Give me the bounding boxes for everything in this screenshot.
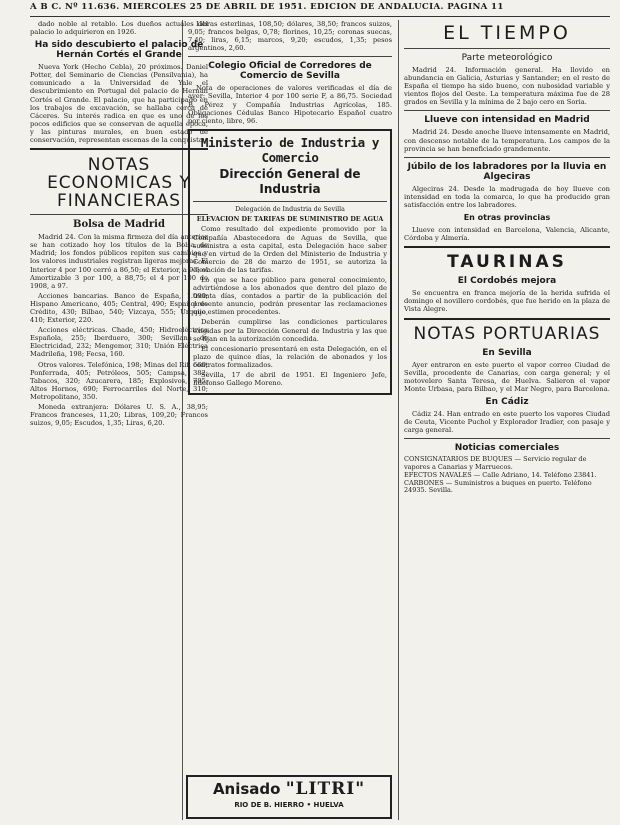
litri-ad-word: Anisado <box>212 780 281 798</box>
noticias-comerciales-headline: Noticias comerciales <box>454 443 560 454</box>
provincias-article: Llueve con intensidad en Barcelona, Valencia, Alicante, Córdoba y Almería. <box>404 226 610 243</box>
bolsa-paragraph: Otros valores. Telefónica, 198; Minas del Rif, 660; Ponferrada, 405; Petróleos, 505; Campsa, 382; Tabacos, 320; Azucarera, 185; Explosivos, 785; Altos Hornos, 690; Ferrocarriles del Norte, 310; Metropolitano, 350. <box>30 360 208 401</box>
noticias-item: CARBONES — Suministros a buques en puerto. Teléfono 24935. Sevilla. <box>404 478 592 495</box>
column-left <box>30 20 208 820</box>
litri-ad-brand: "LITRI" <box>285 779 366 799</box>
parte-article: Madrid 24. Información general. Ha llovido en abundancia en Galicia, Asturias y Santander; en el resto de España el tiempo ha sido bueno, con nubosidad variable y vientos flojos del Oeste. La temperatura máxima fue de 28 grados en Sevilla y la mínima de 2 bajo cero en Soria. <box>404 66 610 107</box>
litri-ad-maker: RIO DE B. HIERRO • HUELVA <box>234 801 344 809</box>
section-divider <box>404 318 610 320</box>
litri-ad-headline <box>188 780 390 798</box>
bolsa-paragraph: Madrid 24. Con la misma firmeza del día anterior se han cotizado hoy los títulos de la Bolsa de Madrid; los fondos públicos repiten sus cambios y los valores industriales registran ligeras mejoras. El Interior 4 por 100 cerró a 86,50; el Exterior, a 93; el Amortizable 3 por 100, a 88,75; el 4 por 100 de 1908, a 97. <box>30 233 208 290</box>
delegacion-line: Delegación de Industria de Sevilla <box>235 205 345 213</box>
notice-divider <box>193 201 387 202</box>
direccion-general-title: Dirección General de Industria <box>219 166 361 196</box>
section-divider <box>404 246 610 248</box>
section-divider <box>30 148 208 150</box>
cadiz-article: Cádiz 24. Han entrado en este puerto los vapores Ciudad de Ceuta, Vicente Puchol y Explorador Iradier, con pasaje y carga general. <box>404 409 610 435</box>
noticias-item: EFECTOS NAVALES — Calle Adriano, 14. Teléfono 23841. <box>404 470 597 479</box>
column-right <box>404 20 610 820</box>
section-divider <box>188 56 392 57</box>
bolsa-paragraph: Acciones bancarias. Banco de España, 1.000; Hispano Americano, 405; Central, 490; Español de Crédito, 430; Bilbao, 540; Vizcaya, 555; Urquijo, 410; Exterior, 220. <box>30 291 208 325</box>
bolsa-madrid-headline: Bolsa de Madrid <box>73 219 165 231</box>
notas-economicas-headline: NOTAS ECONOMICAS Y FINANCIERAS <box>47 155 191 212</box>
bolsa-paragraph: Acciones eléctricas. Chade, 450; Hidroeléctrica Española, 255; Iberduero, 300; Sevillana de Electricidad, 232; Mengemor, 310; Unión Eléctrica Madrileña, 198; Fecsa, 160. <box>30 326 208 359</box>
section-divider <box>404 48 610 49</box>
palace-headline: Ha sido descubierto el palacio de Hernán Cortés el Grande <box>34 40 204 61</box>
notice-signature: Sevilla, 17 de abril de 1951. El Ingeniero Jefe, Ildefonso Gallego Moreno. <box>193 371 387 388</box>
el-tiempo-headline: EL TIEMPO <box>443 22 571 44</box>
noticias-item: CONSIGNATARIOS DE BUQUES — Servicio regular de vapores a Canarias y Marruecos. <box>404 455 587 471</box>
notice-paragraph: Como resultado del expediente promovido por la Compañía Abastecedora de Aguas de Sevilla, que suministra a esta capital, esta Delegación hace saber que en virtud de la Orden del Ministerio de Industria y Comercio de 28 de marzo de 1951, se autoriza la elevación de las tarifas. <box>193 225 387 274</box>
ministerio-title: Ministerio de Industria y Comercio <box>200 134 380 165</box>
section-divider <box>404 157 610 158</box>
section-divider <box>30 214 208 215</box>
parte-meteorologico-headline: Parte meteorológico <box>461 53 553 63</box>
elevacion-tarifas-title: ELEVACION DE TARIFAS DE SUMINISTRO DE AGUA <box>196 215 384 223</box>
notice-paragraph: Lo que se hace público para general conocimiento, advirtiéndose a los abonados que dentro del plazo de treinta días, contados a partir de la publicación del presente anuncio, podrán presentar las reclamaciones que estimen procedentes. <box>193 276 387 317</box>
colegio-article: Nota de operaciones de valores verificadas el día de ayer: Sevilla, Interior 4 por 100 serie F, a 86,75. Sociedad B. Pérez y Compañía Industrias Agrícolas, 185. Obligaciones Cédulas Banco Hipotecario Español cuatro por ciento, libre, 96. <box>188 84 392 125</box>
taurinas-headline: TAURINAS <box>447 252 567 273</box>
column-middle <box>188 20 392 820</box>
otras-provincias-headline: En otras provincias <box>463 213 551 223</box>
notice-paragraph: Deberán cumplirse las condiciones particulares exigidas por la Dirección General de Industria y las que se fijan en la autorización concedida. <box>193 318 387 343</box>
notas-portuarias-headline: NOTAS PORTUARIAS <box>413 323 601 344</box>
cordobes-article: Se encuentra en franca mejoría de la herida sufrida el domingo el novillero cordobés, que fue herido en la plaza de Vista Alegre. <box>404 289 610 314</box>
sevilla-article: Ayer entraron en este puerto el vapor correo Ciudad de Sevilla, procedente de Canarias, con carga general; y el motovelero Santa Teresa, de Huelva. Salieron el vapor Monte Urbasa, para Bilbao, y el Mar Negro, para Barcelona. <box>404 360 610 393</box>
en-sevilla-headline: En Sevilla <box>482 347 532 358</box>
page-header: A B C. Nº 11.636. MIÉRCOLES 25 DE ABRIL DE 1951. EDICIÓN DE ANDALUCÍA. PÁGINA 11 <box>30 2 610 17</box>
en-cadiz-headline: En Cádiz <box>485 396 529 407</box>
lluvia-article: Madrid 24. Desde anoche llueve intensamente en Madrid, con descenso notable de la temperatura. Los campos de la provincia se han beneficiado grandemente. <box>404 128 610 153</box>
colegio-headline: Colegio Oficial de Corredores de Comercio de Sevilla <box>208 61 372 82</box>
notice-paragraph: El concesionario presentará en esta Delegación, en el plazo de quince días, la relación de abonados y los contratos formalizados. <box>193 344 387 369</box>
intro-paragraph: dado noble al retablo. Los dueños actuales del palacio lo adquirieron en 1926. <box>30 20 208 37</box>
bolsa-paragraph: Moneda extranjera: Dólares U. S. A., 38,95; Francos franceses, 11,20; Libras, 109,20; Francos suizos, 9,05; Escudos, 1,35; Liras, 6,20. <box>30 403 208 428</box>
column-rule <box>398 20 399 820</box>
jubilo-headline: Júbilo de los labradores por la lluvia en Algeciras <box>407 161 607 182</box>
exchange-rates-paragraph: Libras esterlinas, 108,50; dólares, 38,50; francos suizos, 9,05; francos belgas, 0,78; florines, 10,25; coronas suecas, 7,40; liras, 6,15; marcos, 9,20; escudos, 1,35; pesos argentinos, 2,60. <box>188 20 392 53</box>
lluvia-madrid-headline: Llueve con intensidad en Madrid <box>424 115 590 126</box>
jubilo-article: Algeciras 24. Desde la madrugada de hoy llueve con intensidad en toda la comarca, lo que ha producido gran satisfacción entre los labradores. <box>404 184 610 209</box>
section-divider <box>404 438 610 439</box>
anisado-litri-ad <box>186 775 392 819</box>
palace-article: Nueva York (Hecho Cebla), 20 próximos. Daniel Potter, del Seminario de Ciencias (Pensilvania), ha comunicado a la Universidad de Yale el descubrimiento en Portugal del palacio de Hernán Cortés el Grande. El palacio, que ha participado en los trabajos de excavación, se hallaba cerca de Cáceres. Su interés radica en que es uno de los pocos edificios que se conservan de aquella época, y las pinturas murales, en buen estado de conservación, representan escenas de la conquista. <box>30 63 208 145</box>
ministerio-notice <box>188 129 392 395</box>
cordobes-headline: El Cordobés mejora <box>457 276 557 287</box>
section-divider <box>404 110 610 111</box>
